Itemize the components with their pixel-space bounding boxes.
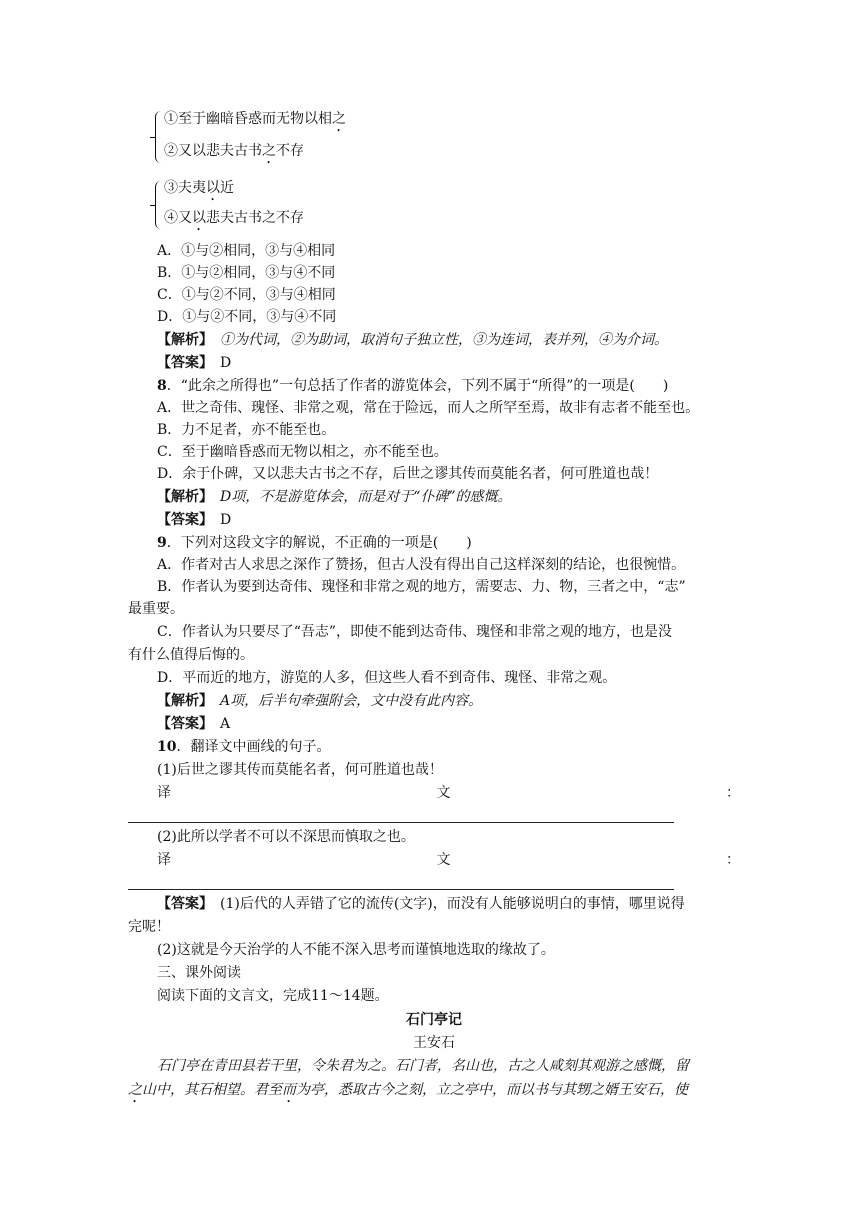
q9-option-a: A．作者对古人求思之深作了赞扬，但古人没有得出自己这样深刻的结论，也很惋惜。 bbox=[157, 557, 686, 573]
q10-stem: 10．翻译文中画线的句子。 bbox=[157, 739, 331, 755]
q9-option-c-line2: 有什么值得后悔的。 bbox=[128, 647, 254, 663]
brace-pair-2 bbox=[155, 181, 164, 229]
q7-item-1: ①至于幽暗昏惑而无物以相之 bbox=[164, 111, 346, 127]
q8-option-c: C．至于幽暗昏惑而无物以相之，亦不能至也。 bbox=[157, 444, 448, 460]
q7-option-d: D．①与②不同，③与④不同 bbox=[157, 309, 337, 325]
q10-answer-1: 【答案】 (1)后代的人弄错了它的流传(文字)，而没有人能够说明白的事情，哪里说得 bbox=[157, 896, 685, 912]
q7-answer: 【答案】 D bbox=[157, 355, 232, 371]
translation-line-2: 译 文 ： bbox=[157, 852, 740, 868]
passage-line-2: 之山中，其石相望。君至而为亭，悉取古今之刻，立之亭中，而以书与其甥之婿王安石，使 bbox=[128, 1082, 688, 1098]
passage-line-1: 石门亭在青田县若干里，令朱君为之。石门者，名山也，古之人咸刻其观游之感慨，留 bbox=[157, 1058, 689, 1074]
q9-option-b-line1: B．作者认为要到达奇伟、瑰怪和非常之观的地方，需要志、力、物，三者之中，“志” bbox=[157, 579, 686, 595]
section-3-heading: 三、课外阅读 bbox=[157, 965, 241, 981]
section-3-intro: 阅读下面的文言文，完成11～14题。 bbox=[157, 988, 389, 1004]
passage-author: 王安石 bbox=[413, 1035, 455, 1051]
q10-sentence-2: (2)此所以学者不可以不深思而慎取之也。 bbox=[157, 829, 415, 845]
q7-option-c: C．①与②不同，③与④相同 bbox=[157, 287, 336, 303]
q9-answer: 【答案】 A bbox=[157, 716, 231, 732]
q8-analysis: 【解析】 D项，不是游览体会，而是对于“仆碑”的感慨。 bbox=[157, 489, 512, 505]
q7-item-2: ②又以悲夫古书之不存 bbox=[164, 143, 304, 159]
q7-option-a: A．①与②相同，③与④相同 bbox=[157, 243, 336, 259]
passage-title: 石门亭记 bbox=[406, 1012, 462, 1028]
answer-rule-2 bbox=[128, 889, 674, 890]
brace-pair-1 bbox=[155, 111, 164, 163]
q7-item-3: ③夫夷以近 bbox=[164, 180, 234, 196]
q8-answer: 【答案】 D bbox=[157, 512, 232, 528]
q7-analysis: 【解析】 ①为代词，②为助词，取消句子独立性，③为连词，表并列，④为介词。 bbox=[157, 332, 668, 348]
translation-line-1: 译 文 ： bbox=[157, 785, 740, 801]
q9-stem: 9．下列对这段文字的解说，不正确的一项是( ) bbox=[157, 535, 472, 551]
q8-option-b: B．力不足者，亦不能至也。 bbox=[157, 422, 336, 438]
q8-stem: 8．“此余之所得也”一句总括了作者的游览体会，下列不属于“所得”的一项是( ) bbox=[157, 378, 669, 394]
q7-item-4: ④又以悲夫古书之不存 bbox=[164, 210, 304, 226]
q9-option-c-line1: C．作者认为只要尽了“吾志”，即使不能到达奇伟、瑰怪和非常之观的地方，也是没 bbox=[157, 624, 673, 640]
q10-sentence-1: (1)后世之谬其传而莫能名者，何可胜道也哉！ bbox=[157, 762, 443, 778]
q10-answer-1-cont: 完呢！ bbox=[128, 919, 170, 935]
q10-answer-2: (2)这就是今天治学的人不能不深入思考而谨慎地选取的缘故了。 bbox=[157, 942, 555, 958]
q8-option-a: A．世之奇伟、瑰怪、非常之观，常在于险远，而人之所罕至焉，故非有志者不能至也。 bbox=[157, 400, 700, 416]
q8-option-d: D．余于仆碑，又以悲夫古书之不存，后世之谬其传而莫能名者，何可胜道也哉！ bbox=[157, 466, 659, 482]
q9-option-d: D．平而近的地方，游览的人多，但这些人看不到奇伟、瑰怪、非常之观。 bbox=[157, 670, 617, 686]
answer-rule-1 bbox=[128, 822, 674, 823]
q9-analysis: 【解析】 A项，后半句牵强附会，文中没有此内容。 bbox=[157, 693, 483, 709]
q9-option-b-line2: 最重要。 bbox=[128, 601, 184, 617]
q7-option-b: B．①与②相同，③与④不同 bbox=[157, 265, 336, 281]
